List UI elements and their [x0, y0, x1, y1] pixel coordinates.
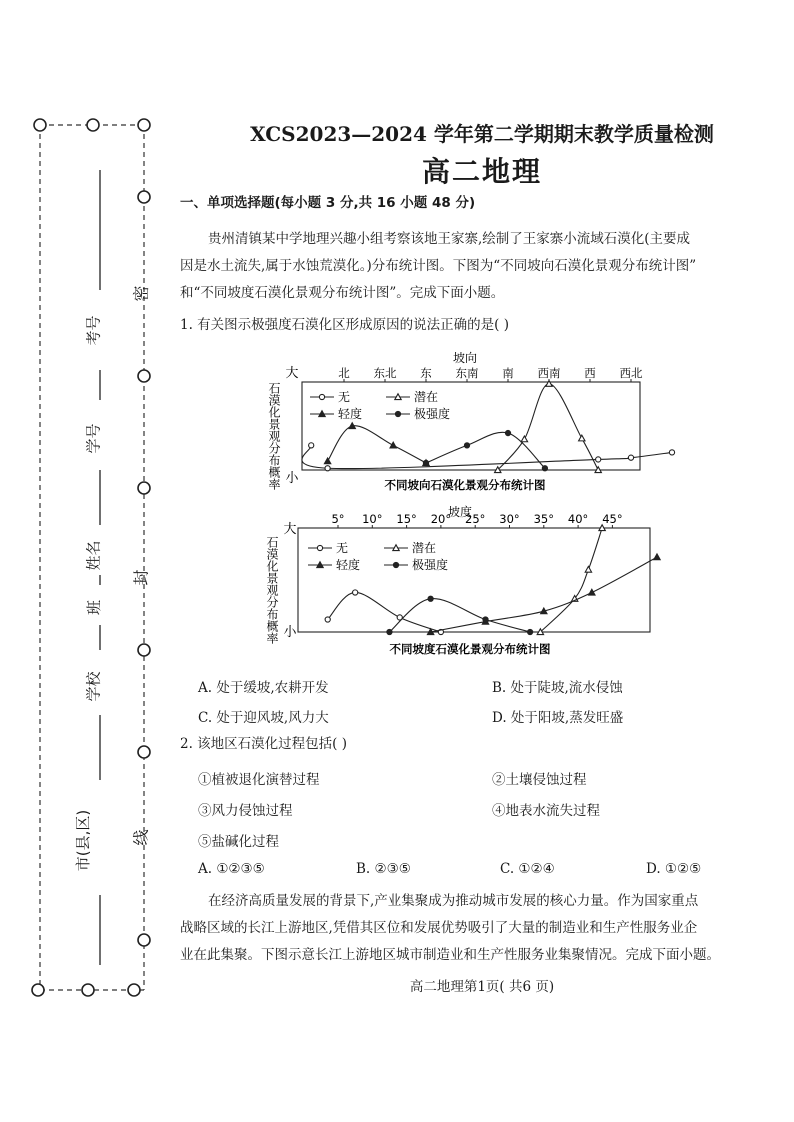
seal-mi: 密	[131, 285, 151, 302]
slope-chart	[265, 502, 660, 660]
q1-option-d: D. 处于阳坡,蒸发旺盛	[492, 710, 624, 726]
section-heading: 一、单项选择题(每小题 3 分,共 16 小题 48 分)	[180, 195, 476, 211]
chart1-point	[542, 466, 547, 471]
chart1-category-label: 西南	[537, 366, 561, 380]
q2-statement-4: ④地表水流失过程	[492, 803, 600, 819]
page-footer: 高二地理第1页( 共6 页)	[409, 979, 555, 995]
chart2-category-label: 10°	[362, 512, 383, 526]
chart1-category-label: 东	[420, 366, 432, 380]
chart1-legend-label: 轻度	[338, 407, 363, 421]
q2-statement-5: ⑤盐碱化过程	[198, 834, 279, 850]
chart1-category-label: 北	[338, 366, 350, 380]
chart2-legend-label: 极强度	[412, 558, 449, 572]
chart1-point	[324, 458, 330, 464]
q2-statement-3: ③风力侵蚀过程	[198, 803, 293, 819]
q1-option-c: C. 处于迎风坡,风力大	[198, 710, 329, 726]
chart1-series-line-2	[328, 426, 426, 463]
chart1-point	[325, 466, 330, 471]
chart1-point	[505, 430, 510, 435]
chart2-series-line-1	[540, 528, 602, 632]
chart2-point	[428, 596, 433, 601]
chart1-category-label: 东北	[373, 366, 397, 380]
chart1-point	[423, 460, 428, 465]
chart2-category-label: 30°	[499, 512, 520, 526]
seal-xian: 线	[131, 829, 151, 846]
chart1-point	[579, 435, 585, 441]
chart1-category-label: 西	[584, 366, 596, 380]
aspect-chart	[267, 346, 660, 496]
intro2-line-1: 在经济高质量发展的背景下,产业集聚成为推动城市发展的核心力量。作为国家重点	[208, 893, 699, 909]
q2-option-d: D. ①②⑤	[646, 861, 702, 877]
chart2-y-bottom: 小	[283, 625, 297, 640]
chart2-xlabel: 坡度	[447, 505, 473, 519]
subject-title: 高二地理	[421, 155, 542, 188]
seal-feng: 封	[131, 569, 151, 586]
chart1-point	[546, 381, 552, 387]
q1-option-a: A. 处于缓坡,农耕开发	[198, 680, 329, 696]
chart2-legend-label: 潜在	[412, 541, 437, 555]
question-1-stem: 1. 有关图示极强度石漠化区形成原因的说法正确的是( )	[180, 317, 509, 333]
chart1-point	[596, 457, 601, 462]
chart2-point	[483, 617, 488, 622]
chart2-category-label: 5°	[331, 512, 345, 526]
label-shi: 市(县,区)	[74, 809, 93, 872]
intro-line-3: 和“不同坡度石漠化景观分布统计图”。完成下面小题。	[180, 285, 505, 301]
chart2-title: 不同坡度石漠化景观分布统计图	[389, 642, 551, 656]
intro2-line-3: 业在此集聚。下图示意长江上游地区城市制造业和生产性服务业集聚情况。完成下面小题。	[180, 947, 720, 963]
chart2-category-label: 40°	[567, 512, 589, 526]
chart2-y-top: 大	[283, 522, 297, 537]
intro-line-2: 因是水土流失,属于水蚀荒漠化。)分布统计图。下图为“不同坡向石漠化景观分布统计图”	[180, 258, 697, 274]
chart1-category-label: 南	[502, 366, 514, 380]
chart1-title: 不同坡向石漠化景观分布统计图	[384, 478, 546, 492]
q2-option-b: B. ②③⑤	[356, 861, 411, 877]
chart1-category-label: 东南	[455, 366, 479, 380]
chart1-series-line-1	[498, 384, 598, 470]
chart1-category-label: 西北	[619, 366, 643, 380]
chart2-point	[585, 566, 591, 572]
chart2-legend-label: 无	[336, 541, 349, 555]
chart2-point	[589, 589, 595, 595]
chart2-category-label: 45°	[602, 512, 623, 526]
label-xingming: 姓名	[84, 540, 103, 571]
q1-option-b: B. 处于陡坡,流水侵蚀	[492, 680, 623, 696]
chart2-category-label: 15°	[396, 512, 417, 526]
chart2-category-label: 20°	[430, 512, 452, 526]
chart1-point	[521, 436, 527, 442]
chart1-y-top: 大	[285, 366, 299, 381]
chart1-point	[628, 455, 633, 460]
q2-statement-2: ②土壤侵蚀过程	[492, 772, 587, 788]
label-xuehao: 学号	[84, 423, 103, 454]
chart2-category-label: 35°	[533, 512, 554, 526]
chart2-series-line-2	[431, 557, 657, 632]
chart2-point	[325, 617, 330, 622]
chart1-ylabel: 石漠化景观分布概率	[267, 382, 281, 490]
chart2-point	[387, 629, 392, 634]
chart2-point	[527, 629, 532, 634]
chart2-legend-marker	[393, 562, 398, 567]
chart2-series-line-0	[328, 592, 441, 632]
chart1-point	[464, 443, 469, 448]
exam-title: XCS2023—2024 学年第二学期期末教学质量检测	[250, 122, 714, 146]
chart1-legend-label: 无	[338, 390, 351, 404]
chart1-y-bottom: 小	[285, 471, 299, 486]
chart2-point	[353, 590, 358, 595]
q2-statement-1: ①植被退化演替过程	[198, 772, 320, 788]
question-2-stem: 2. 该地区石漠化过程包括( )	[180, 736, 347, 752]
chart1-legend-marker	[319, 394, 324, 399]
chart2-category-label: 25°	[465, 512, 486, 526]
chart1-legend-marker	[395, 411, 400, 416]
chart2-legend-marker	[317, 545, 322, 550]
intro2-line-2: 战略区域的长江上游地区,凭借其区位和发展优势吸引了大量的制造业和生产性服务业企	[180, 920, 698, 936]
label-ban: 班	[85, 599, 104, 616]
chart1-series-line-0	[302, 445, 672, 468]
chart1-point	[309, 443, 314, 448]
q2-option-c: C. ①②④	[500, 861, 555, 877]
chart2-point	[654, 554, 660, 560]
label-kaohao: 考号	[84, 315, 103, 346]
chart1-point	[669, 450, 674, 455]
q2-option-a: A. ①②③⑤	[198, 861, 265, 877]
chart1-xlabel: 坡向	[452, 351, 478, 365]
label-xuexiao: 学校	[84, 671, 103, 702]
chart2-ylabel: 石漠化景观分布概率	[265, 536, 279, 644]
intro-line-1: 贵州清镇某中学地理兴趣小组考察该地王家寨,绘制了王家寨小流域石漠化(主要成	[208, 231, 691, 247]
chart2-legend-label: 轻度	[336, 558, 361, 572]
chart1-point	[390, 442, 396, 448]
chart1-legend-label: 潜在	[414, 390, 439, 404]
chart1-legend-label: 极强度	[414, 407, 451, 421]
